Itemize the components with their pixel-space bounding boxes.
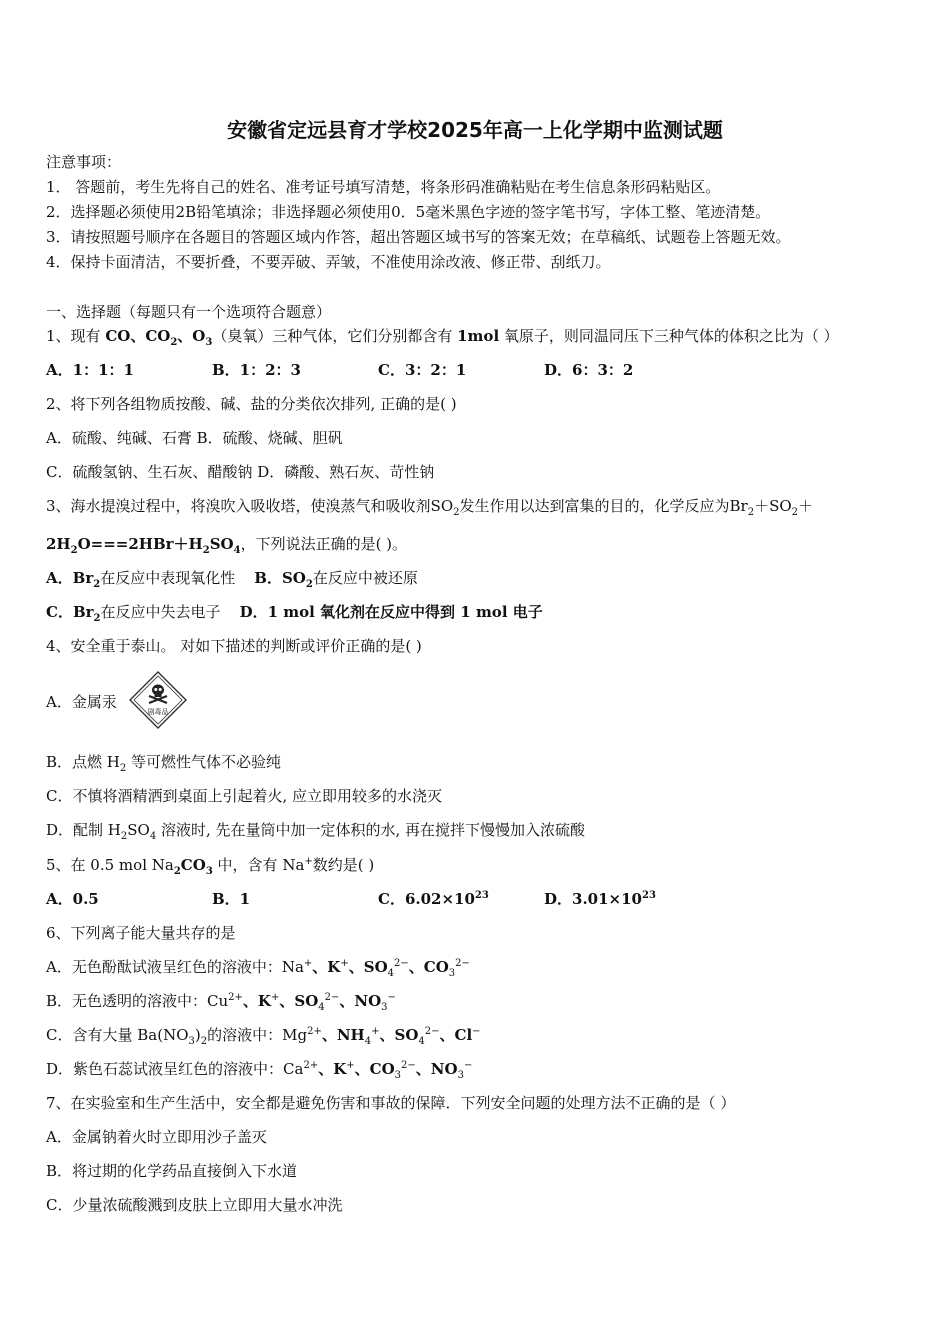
question-4-option-d[interactable]: D．配制 $H_2SO_4$ 溶液时, 先在量筒中加一定体积的水, 再在搅拌下慢慢加入浓硫酸 — [46, 821, 586, 842]
question-6-option-a[interactable]: A．无色酚酞试液呈红色的溶液中：Na+、K+、$SO_4^{2-}$、$CO_3^{2-}$ — [46, 958, 470, 979]
option-b[interactable]: B．1：2：3 — [212, 361, 301, 379]
question-7-option-c[interactable]: C．少量浓硫酸溅到皮肤上立即用大量水冲洗 — [46, 1196, 343, 1214]
question-7-option-a[interactable]: A．金属钠着火时立即用沙子盖灭 — [46, 1128, 267, 1146]
question-6-option-c[interactable]: C．含有大量 $Ba(NO_3)_2$的溶液中：$Mg^{2+}$、$NH_4^+$、$SO_4^{2-}$、Cl− — [46, 1026, 481, 1047]
question-2-stem: 2、将下列各组物质按酸、碱、盐的分类依次排列, 正确的是( ) — [46, 395, 457, 413]
option-a[interactable]: A．$Br_2$在反应中表现氧化性 — [46, 569, 236, 590]
question-1-options — [46, 360, 633, 380]
question-7-option-b[interactable]: B．将过期的化学药品直接倒入下水道 — [46, 1162, 298, 1180]
option-a[interactable]: A．1：1：1 — [46, 361, 134, 379]
option-a[interactable]: A．0.5 — [46, 890, 99, 908]
question-4-option-b[interactable]: B．点燃 $H_2$ 等可燃性气体不必验纯 — [46, 753, 282, 774]
section-heading: 一、选择题（每题只有一个选项符合题意） — [46, 303, 332, 321]
question-3-stem: 3、海水提溴过程中，将溴吹入吸收塔，使溴蒸气和吸收剂$SO_2$发生作用以达到富集的目的，化学反应为$Br_2+SO_2+$ — [46, 497, 814, 518]
question-4-option-a[interactable]: A．金属汞 — [46, 693, 117, 711]
question-5-stem: 5、在 0.5 mol $Na_2CO_3$ 中，含有 Na+数约是( ) — [46, 856, 375, 877]
question-1-stem: 1、现有 CO、$CO_2$、$O_3$（臭氧）三种气体，它们分别都含有 1mol 氧原子，则同温同压下三种气体的体积之比为（ ） — [46, 327, 839, 348]
notice-item-4: 4．保持卡面清洁，不要折叠，不要弄破、弄皱，不准使用涂改液、修正带、刮纸刀。 — [46, 253, 611, 271]
option-d[interactable]: D．6：3：2 — [544, 361, 634, 379]
page-title: 安徽省定远县育才学校2025年高一上化学期中监测试题 — [227, 118, 723, 142]
notice-item-3: 3．请按照题号顺序在各题目的答题区域内作答，超出答题区域书写的答案无效；在草稿纸、试题卷上答题无效。 — [46, 228, 791, 246]
option-d[interactable]: D．$3.01\times 10^{23}$ — [544, 890, 656, 908]
question-3-options-cd — [46, 602, 543, 622]
notice-item-1: 1． 答题前，考生先将自己的姓名、准考证号填写清楚，将条形码准确粘贴在考生信息条形码粘贴区。 — [46, 178, 721, 196]
question-6-option-d[interactable]: D．紫色石蕊试液呈红色的溶液中：$Ca^{2+}$、K+、$CO_3^{2-}$、$NO_3^-$ — [46, 1060, 473, 1081]
option-c[interactable]: C．$Br_2$在反应中失去电子 — [46, 603, 221, 624]
option-b[interactable]: B．1 — [212, 890, 251, 908]
question-4-option-c[interactable]: C．不慎将酒精洒到桌面上引起着火, 应立即用较多的水浇灭 — [46, 787, 443, 805]
question-7-stem: 7、在实验室和生产生活中，安全都是避免伤害和事故的保障．下列安全问题的处理方法不正确的是（ ） — [46, 1094, 736, 1112]
toxic-hazard-sign-icon — [128, 670, 188, 734]
option-c[interactable]: C．3：2：1 — [378, 361, 467, 379]
hazard-label: 剧毒品 — [147, 708, 169, 716]
question-2-options-ab[interactable]: A．硫酸、纯碱、石膏 B．硫酸、烧碱、胆矾 — [46, 429, 343, 447]
notice-heading: 注意事项： — [46, 153, 122, 171]
question-6-stem: 6、下列离子能大量共存的是 — [46, 924, 236, 942]
question-5-options — [46, 889, 656, 909]
option-b[interactable]: B．$SO_2$在反应中被还原 — [254, 569, 418, 590]
question-3-stem-line2: $2H_2O===2HBr+H_2SO_4$，下列说法正确的是( )。 — [46, 535, 408, 556]
question-2-options-cd[interactable]: C．硫酸氢钠、生石灰、醋酸钠 D．磷酸、熟石灰、苛性钠 — [46, 463, 435, 481]
option-d[interactable]: D．1 mol 氧化剂在反应中得到 1 mol 电子 — [239, 603, 543, 621]
notice-item-2: 2．选择题必须使用2B铅笔填涂；非选择题必须使用0．5毫米黑色字迹的签字笔书写，字体工整、笔迹清楚。 — [46, 203, 771, 221]
question-6-option-b[interactable]: B．无色透明的溶液中：$Cu^{2+}$、K+、$SO_4^{2-}$、$NO_3^-$ — [46, 992, 396, 1013]
option-c[interactable]: C．$6.02\times 10^{23}$ — [378, 890, 489, 908]
question-4-stem: 4、安全重于泰山。 对如下描述的判断或评价正确的是( ) — [46, 637, 422, 655]
question-3-options-ab — [46, 568, 418, 588]
